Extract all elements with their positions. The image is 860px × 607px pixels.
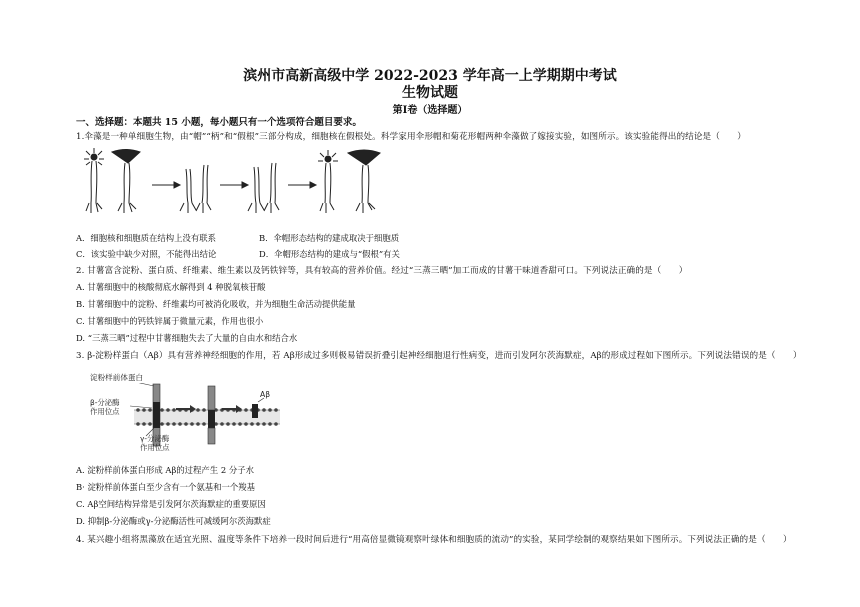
umbrella-cap-plant — [112, 150, 140, 214]
arrow-icon — [288, 182, 316, 188]
arrow-icon — [220, 182, 248, 188]
gamma-site-label-2: 作用位点 — [140, 443, 170, 452]
question-4-stem: 4. 某兴趣小组将黑藻放在适宜光照、温度等条件下培养一段时间后进行“用高倍显微镜观察叶绿体和细胞质的流动”的实验，某同学绘制的观察结果如下图所示。下列说法正确的是（ ） — [76, 535, 792, 545]
q2-option-a[interactable]: A. 甘薯细胞中的核酸彻底水解得到 4 种脱氧核苷酸 — [76, 282, 266, 292]
q3-option-d[interactable]: D. 抑制β-分泌酶或γ-分泌酶活性可减缓阿尔茨海默症 — [76, 516, 271, 526]
question-3-stem: 3. β-淀粉样蛋白（Aβ）具有营养神经细胞的作用，若 Aβ形成过多则极易错误折叠引起神经细胞退行性病变，进而引发阿尔茨海默症，Aβ的形成过程如下图所示。下列说法错误的是（ ） — [76, 351, 802, 361]
gamma-site-label — [140, 434, 170, 452]
question-3-figure — [90, 372, 280, 457]
q1-option-c[interactable]: C．该实验中缺少对照，不能得出结论 — [76, 249, 217, 259]
abeta-label: Aβ — [260, 390, 271, 399]
result-umbrella-plant — [348, 150, 380, 213]
gamma-site-label-1: γ-分泌酶 — [140, 434, 170, 443]
question-1-stem: 1.伞藻是一种单细胞生物，由“帽”“柄”和“假根”三部分构成，细胞核在假根处。科学家用伞形帽和菊花形帽两种伞藻做了嫁接实验，如图所示。该实验能得出的结论是（ ） — [76, 132, 747, 142]
q2-option-c[interactable]: C. 甘薯细胞中的钙铁锌属于微量元素，作用也很小 — [76, 316, 264, 326]
result-daisy-plant — [318, 150, 338, 213]
grafted-stalks — [180, 165, 211, 213]
q3-option-b[interactable]: B· 淀粉样前体蛋白至少含有一个氨基和一个羧基 — [76, 482, 255, 492]
q2-option-b[interactable]: B. 甘薯细胞中的淀粉、纤维素均可被消化吸收，并为细胞生命活动提供能量 — [76, 299, 356, 309]
q1-option-d[interactable]: D．伞帽形态结构的建成与“假根”有关 — [259, 249, 400, 259]
beta-site-label-2: 作用位点 — [90, 407, 120, 416]
grafted-plants — [248, 163, 279, 213]
arrow-icon — [152, 182, 180, 188]
section-heading: 一、选择题：本题共 15 小题，每小题只有一个选项符合题目要求。 — [76, 117, 362, 128]
q2-option-d[interactable]: D. “三蒸三晒”过程中甘薯细胞失去了大量的自由水和结合水 — [76, 333, 298, 343]
exam-title: 滨州市高新高级中学 2022-2023 学年高一上学期期中考试 — [243, 68, 617, 84]
q3-option-c[interactable]: C. Aβ空间结构异常是引发阿尔茨海默症的重要原因 — [76, 499, 266, 509]
q3-option-a[interactable]: A. 淀粉样前体蛋白形成 Aβ的过程产生 2 分子水 — [76, 465, 254, 475]
subject-title: 生物试题 — [402, 85, 458, 101]
daisy-cap-plant — [84, 148, 104, 213]
question-1-figure — [76, 147, 406, 217]
precursor-label: 淀粉样前体蛋白 — [90, 373, 144, 382]
beta-site-label-1: β-分泌酶 — [90, 398, 120, 407]
q1-option-b[interactable]: B．伞帽形态结构的建成取决于细胞质 — [259, 233, 400, 243]
part-title: 第Ⅰ卷（选择题） — [392, 105, 468, 116]
beta-site-label — [90, 398, 120, 416]
question-2-stem: 2. 甘薯富含淀粉、蛋白质、纤维素、维生素以及钙铁锌等，具有较高的营养价值。经过“三蒸三晒”加工而成的甘薯干味道香甜可口。下列说法正确的是（ ） — [76, 266, 688, 276]
q1-option-a[interactable]: A．细胞核和细胞质在结构上没有联系 — [76, 233, 217, 243]
cleaved-protein — [208, 386, 215, 444]
